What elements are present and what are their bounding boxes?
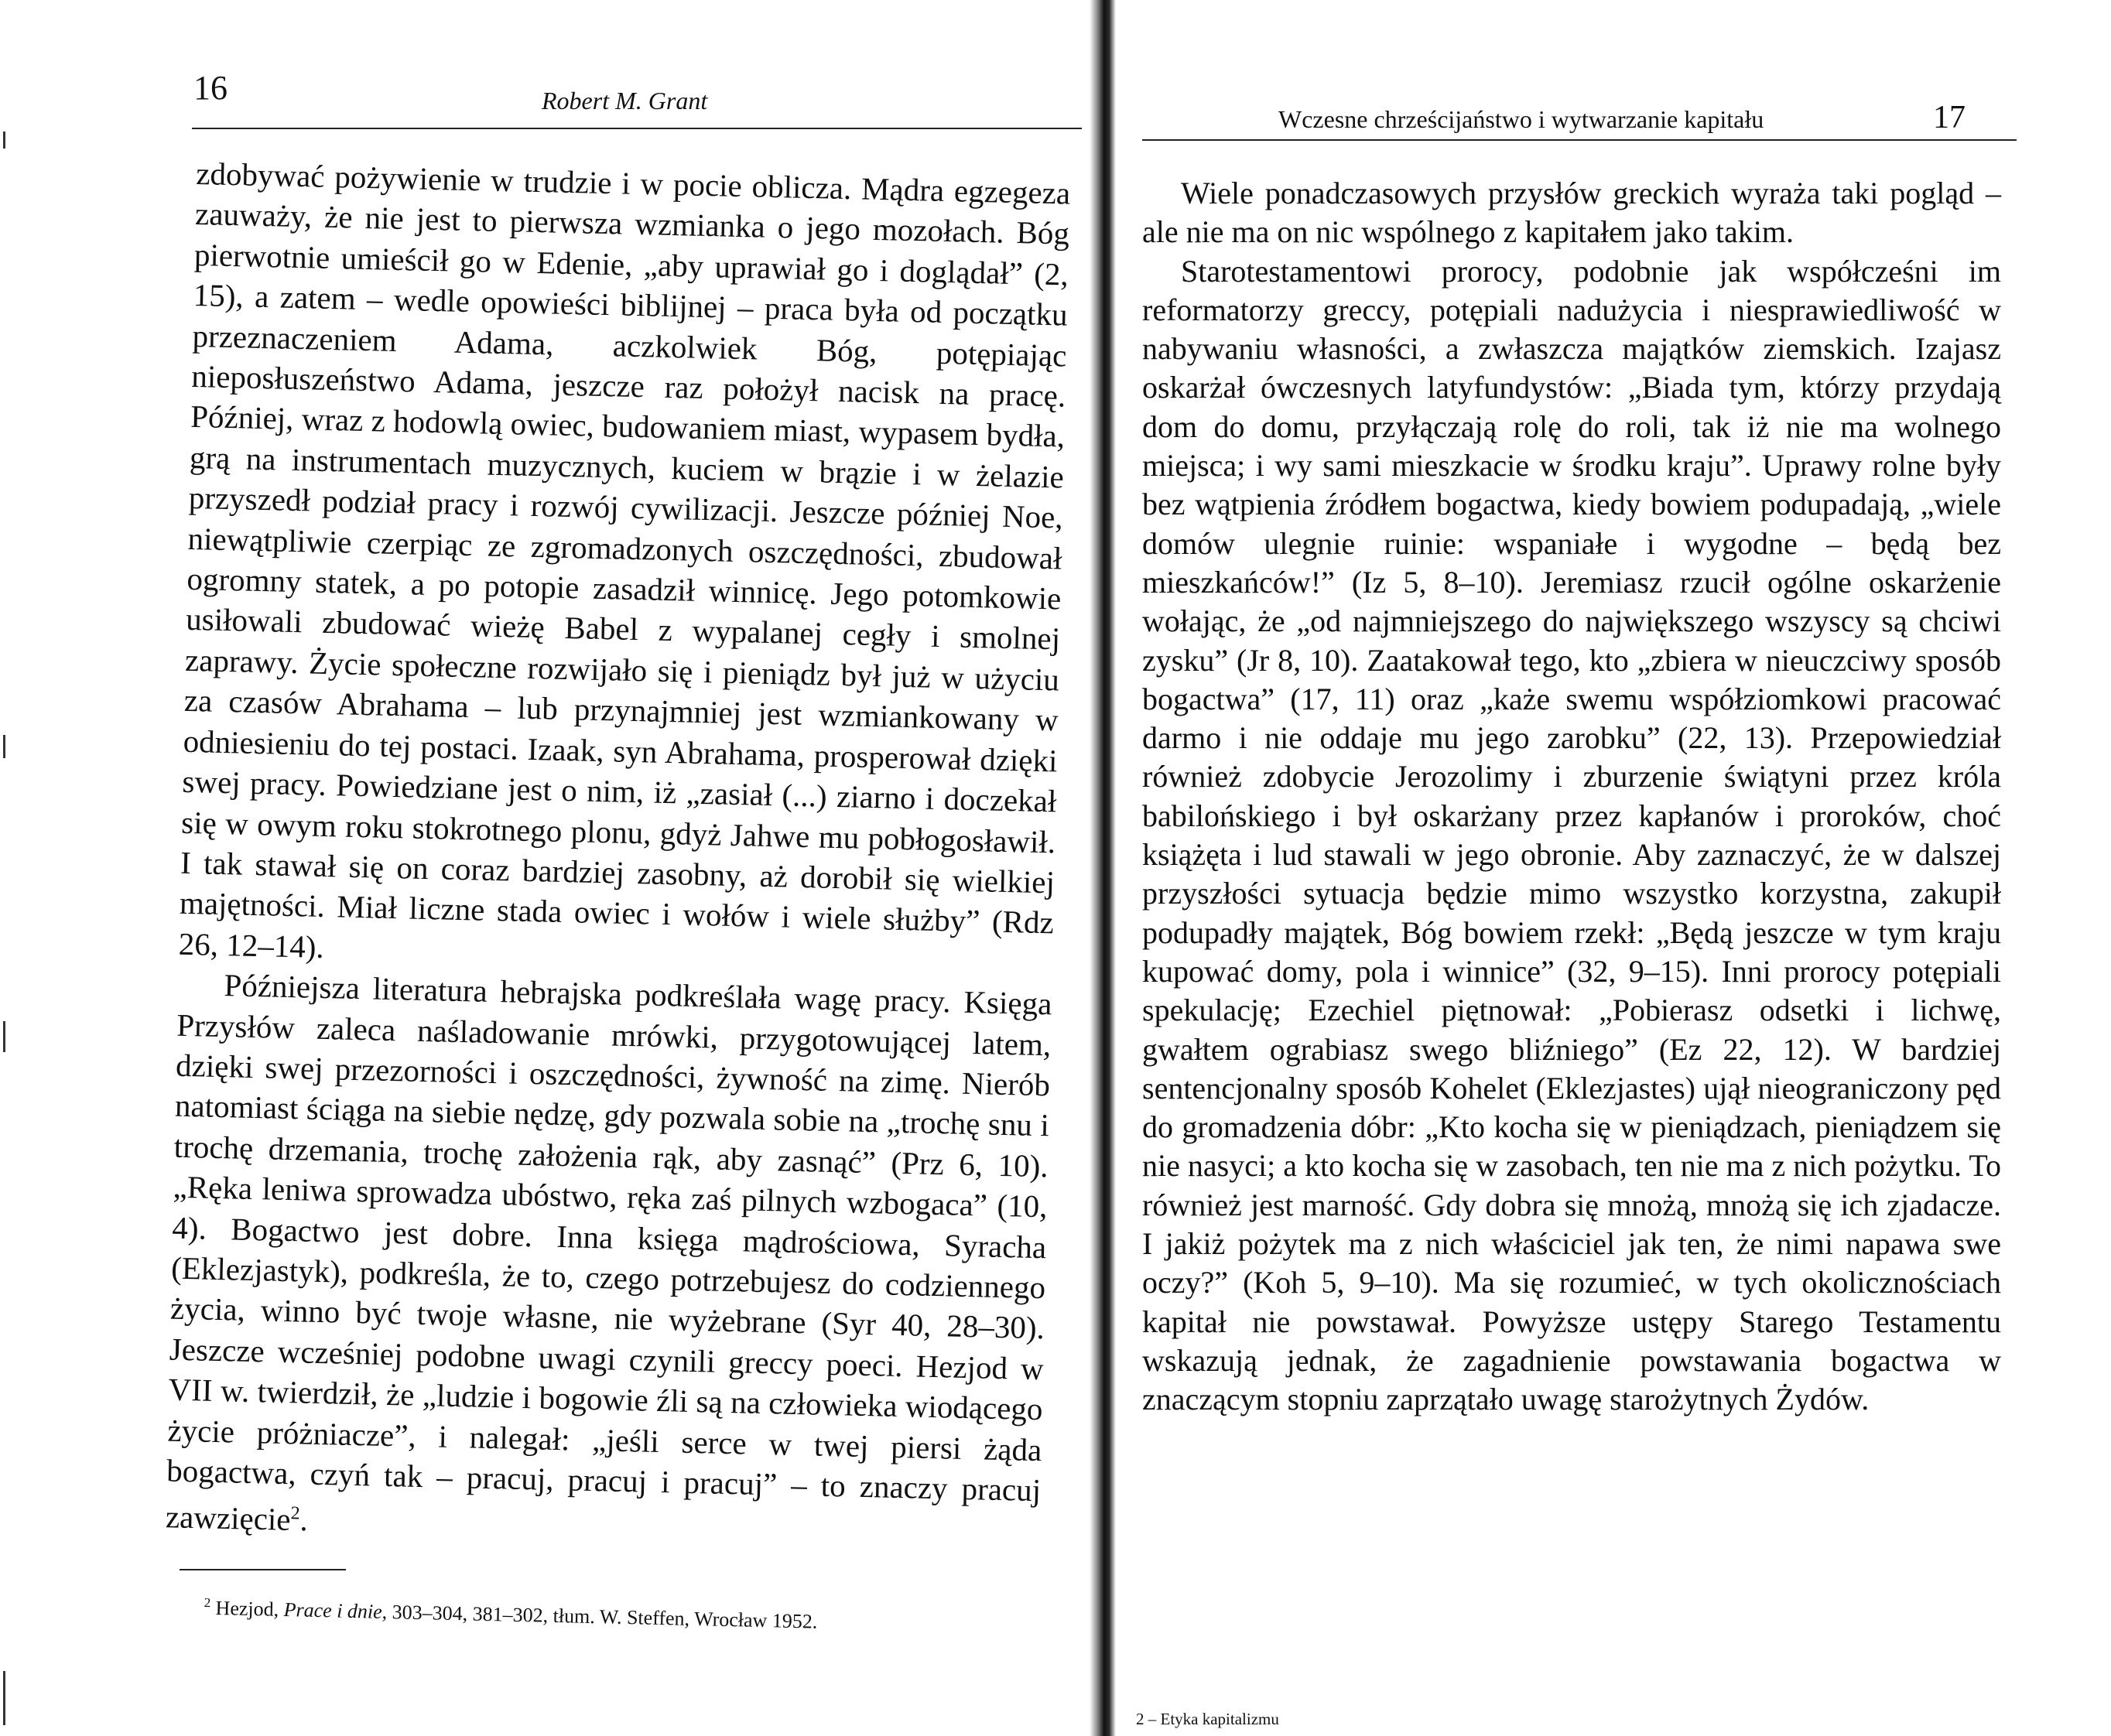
right-page-number: 17: [1933, 100, 1966, 135]
right-running-head: Wczesne chrześcijaństwo i wytwarzanie kapitału: [1278, 105, 1764, 133]
right-paragraph-2: Starotestamentowi prorocy, podobnie jak współcześni im reformatorzy greccy, potępiali nadużycia i niesprawiedliwość w nabywaniu własności, a zwłaszcza majątków ziemskich. Izajasz oskarżał ówczesnych latyfundystów: „Biada tym, którzy przydają dom do domu, przyłączają rolę do roli, tak iż nie ma wolnego miejsca; i wy sami mieszkacie w środku kraju”. Uprawy rolne były bez wątpienia źródłem bogactwa, kiedy bowiem podupadają, „wiele domów ulegnie ruinie: wspaniałe i wygodne – będą bez mieszkańców!” (Iz 5, 8–10). Jeremiasz rzucił ogólne oskarżenie wołając, że „od najmniejszego do największego wszyscy są chciwi zysku” (Jr 8, 10). Zaatakował tego, kto „zbiera w nieuczciwy sposób bogactwa” (17, 11) oraz „każe swemu współziomkowi pracować darmo i nie oddaje mu jego zarobku” (22, 13). Przepowiedział również zdobycie Jerozolimy i zburzenie świątyni przez króla babilońskiego i był oskarżany przez kapłanów i proroków, choć książęta i lud stawali w jego obronie. Aby zaznaczyć, że w dalszej przyszłości sytuacja będzie mimo wszystko korzystna, zakupił podupadły majątek, Bóg bowiem rzekł: „Będą jeszcze w tym kraju kupować domy, pola i winnice” (32, 9–15). Inni prorocy potępiali spekulację; Ezechiel piętnował: „Pobierasz odsetki i lichwę, gwałtem ograbiasz swego bliźniego” (Ez 22, 12). W bardziej sentencjonalny sposób Kohelet (Eklezjastes) ujął nieograniczony pęd do gromadzenia dóbr: „Kto kocha się w pieniądzach, pieniądzem się nie nasyci; a kto kocha się w zasobach, ten nie ma z nich pożytku. To również jest marność. Gdy dobra się mnożą, mnożą się ich zjadacze. I jakiż pożytek ma z nich właściciel jak ten, że nimi napawa swe oczy?” (Koh 5, 9–10). Ma się rozumieć, w tych okolicznościach kapitał nie powstawał. Powyższe ustępy Starego Testamentu wskazują jednak, że zagadnienie powstawania bogactwa w znaczącym stopniu zaprzątało uwagę starożytnych Żydów.: [1142, 253, 2001, 1417]
left-body-text: [165, 153, 1070, 1557]
footnote-marker: 2: [290, 1503, 301, 1524]
left-running-head: Robert M. Grant: [542, 87, 708, 114]
left-paragraph-2-end: .: [299, 1502, 309, 1538]
footnote-rule: [180, 1569, 346, 1570]
footnote-author: Hezjod,: [215, 1596, 279, 1621]
left-header-rule: [192, 128, 1082, 129]
book-gutter: [1090, 0, 1116, 1736]
left-paragraph-2-text: Późniejsza literatura hebrajska podkreślała wagę pracy. Księga Przysłów zaleca naśladowanie mrówki, przygotowującej latem, dzięki swej przezorności i oszczędności, żywność na zimę. Nierób natomiast ściąga na siebie nędzę, gdy pozwala sobie na „trochę snu i trochę drzemania, trochę założenia rąk, aby zasnąć” (Prz 6, 10). „Ręka leniwa sprowadza ubóstwo, ręka zaś pilnych wzbogaca” (10, 4). Bogactwo jest dobre. Inna księga mądrościowa, Syracha (Eklezjastyk), podkreśla, że to, czego potrzebujesz do codziennego życia, winno być twoje własne, nie wyżebrane (Syr 40, 28–30). Jeszcze wcześniej podobne uwagi czynili greccy poeci. Hezjod w VII w. twierdził, że „ludzie i bogowie źli są na człowieka wiodącego życie próżniacze”, i nalegał: „jeśli serce w twej piersi żąda bogactwa, czyń tak – pracuj, pracuj i pracuj” – to znaczy pracuj zawzięcie: [165, 967, 1052, 1538]
left-page-number: 16: [193, 69, 228, 107]
right-body-text: [1142, 174, 2001, 1420]
footnote: [204, 1595, 817, 1634]
right-footer-signature: 2 – Etyka kapitalizmu: [1136, 1710, 1279, 1728]
left-paragraph-1: zdobywać pożywienie w trudzie i w pocie oblicza. Mądra egzegeza zauważy, że nie jest to pierwsza wzmianka o jego mozołach. Bóg pierwotnie umieścił go w Edenie, „aby uprawiał go i doglądał” (2, 15), a zatem – wedle opowieści biblijnej – praca była od początku przeznaczeniem Adama, aczkolwiek Bóg, potępiając nieposłuszeństwo Adama, jeszcze raz położył nacisk na pracę. Później, wraz z hodowlą owiec, budowaniem miast, wypasem bydła, grą na instrumentach muzycznych, kuciem w brązie i w żelazie przyszedł podział pracy i rozwój cywilizacji. Jeszcze później Noe, niewątpliwie czerpiąc ze zgromadzonych oszczędności, zbudował ogromny statek, a po potopie zasadził winnicę. Jego potomkowie usiłowali zbudować wieżę Babel z wypalanej cegły i smolnej zaprawy. Życie społeczne rozwijało się i pieniądz był już w użyciu za czasów Abrahama – lub przynajmniej jest wzmiankowany w odniesieniu do tej postaci. Izaak, syn Abrahama, prosperował dzięki swej pracy. Powiedziane jest o nim, iż „zasiał (...) ziarno i doczekał się w owym roku stokrotnego plonu, gdyż Jahwe mu pobłogosławił. I tak stawał się on coraz bardziej zasobny, aż dorobił się wielkiej majętności. Miał liczne stada owiec i wołów i wiele służby” (Rdz 26, 12–14).: [178, 155, 1071, 965]
footnote-title: Prace i dnie,: [283, 1598, 388, 1624]
footnote-reference: 303–304, 381–302, tłum. W. Steffen, Wrocław 1952.: [392, 1601, 818, 1633]
right-header-rule: [1142, 139, 2017, 141]
left-paragraph-2: [165, 964, 1052, 1557]
right-paragraph-1: Wiele ponadczasowych przysłów greckich wyraża taki pogląd – ale nie ma on nic wspólnego z kapitałem jako takim.: [1142, 176, 2001, 250]
footnote-number: 2: [204, 1595, 211, 1611]
